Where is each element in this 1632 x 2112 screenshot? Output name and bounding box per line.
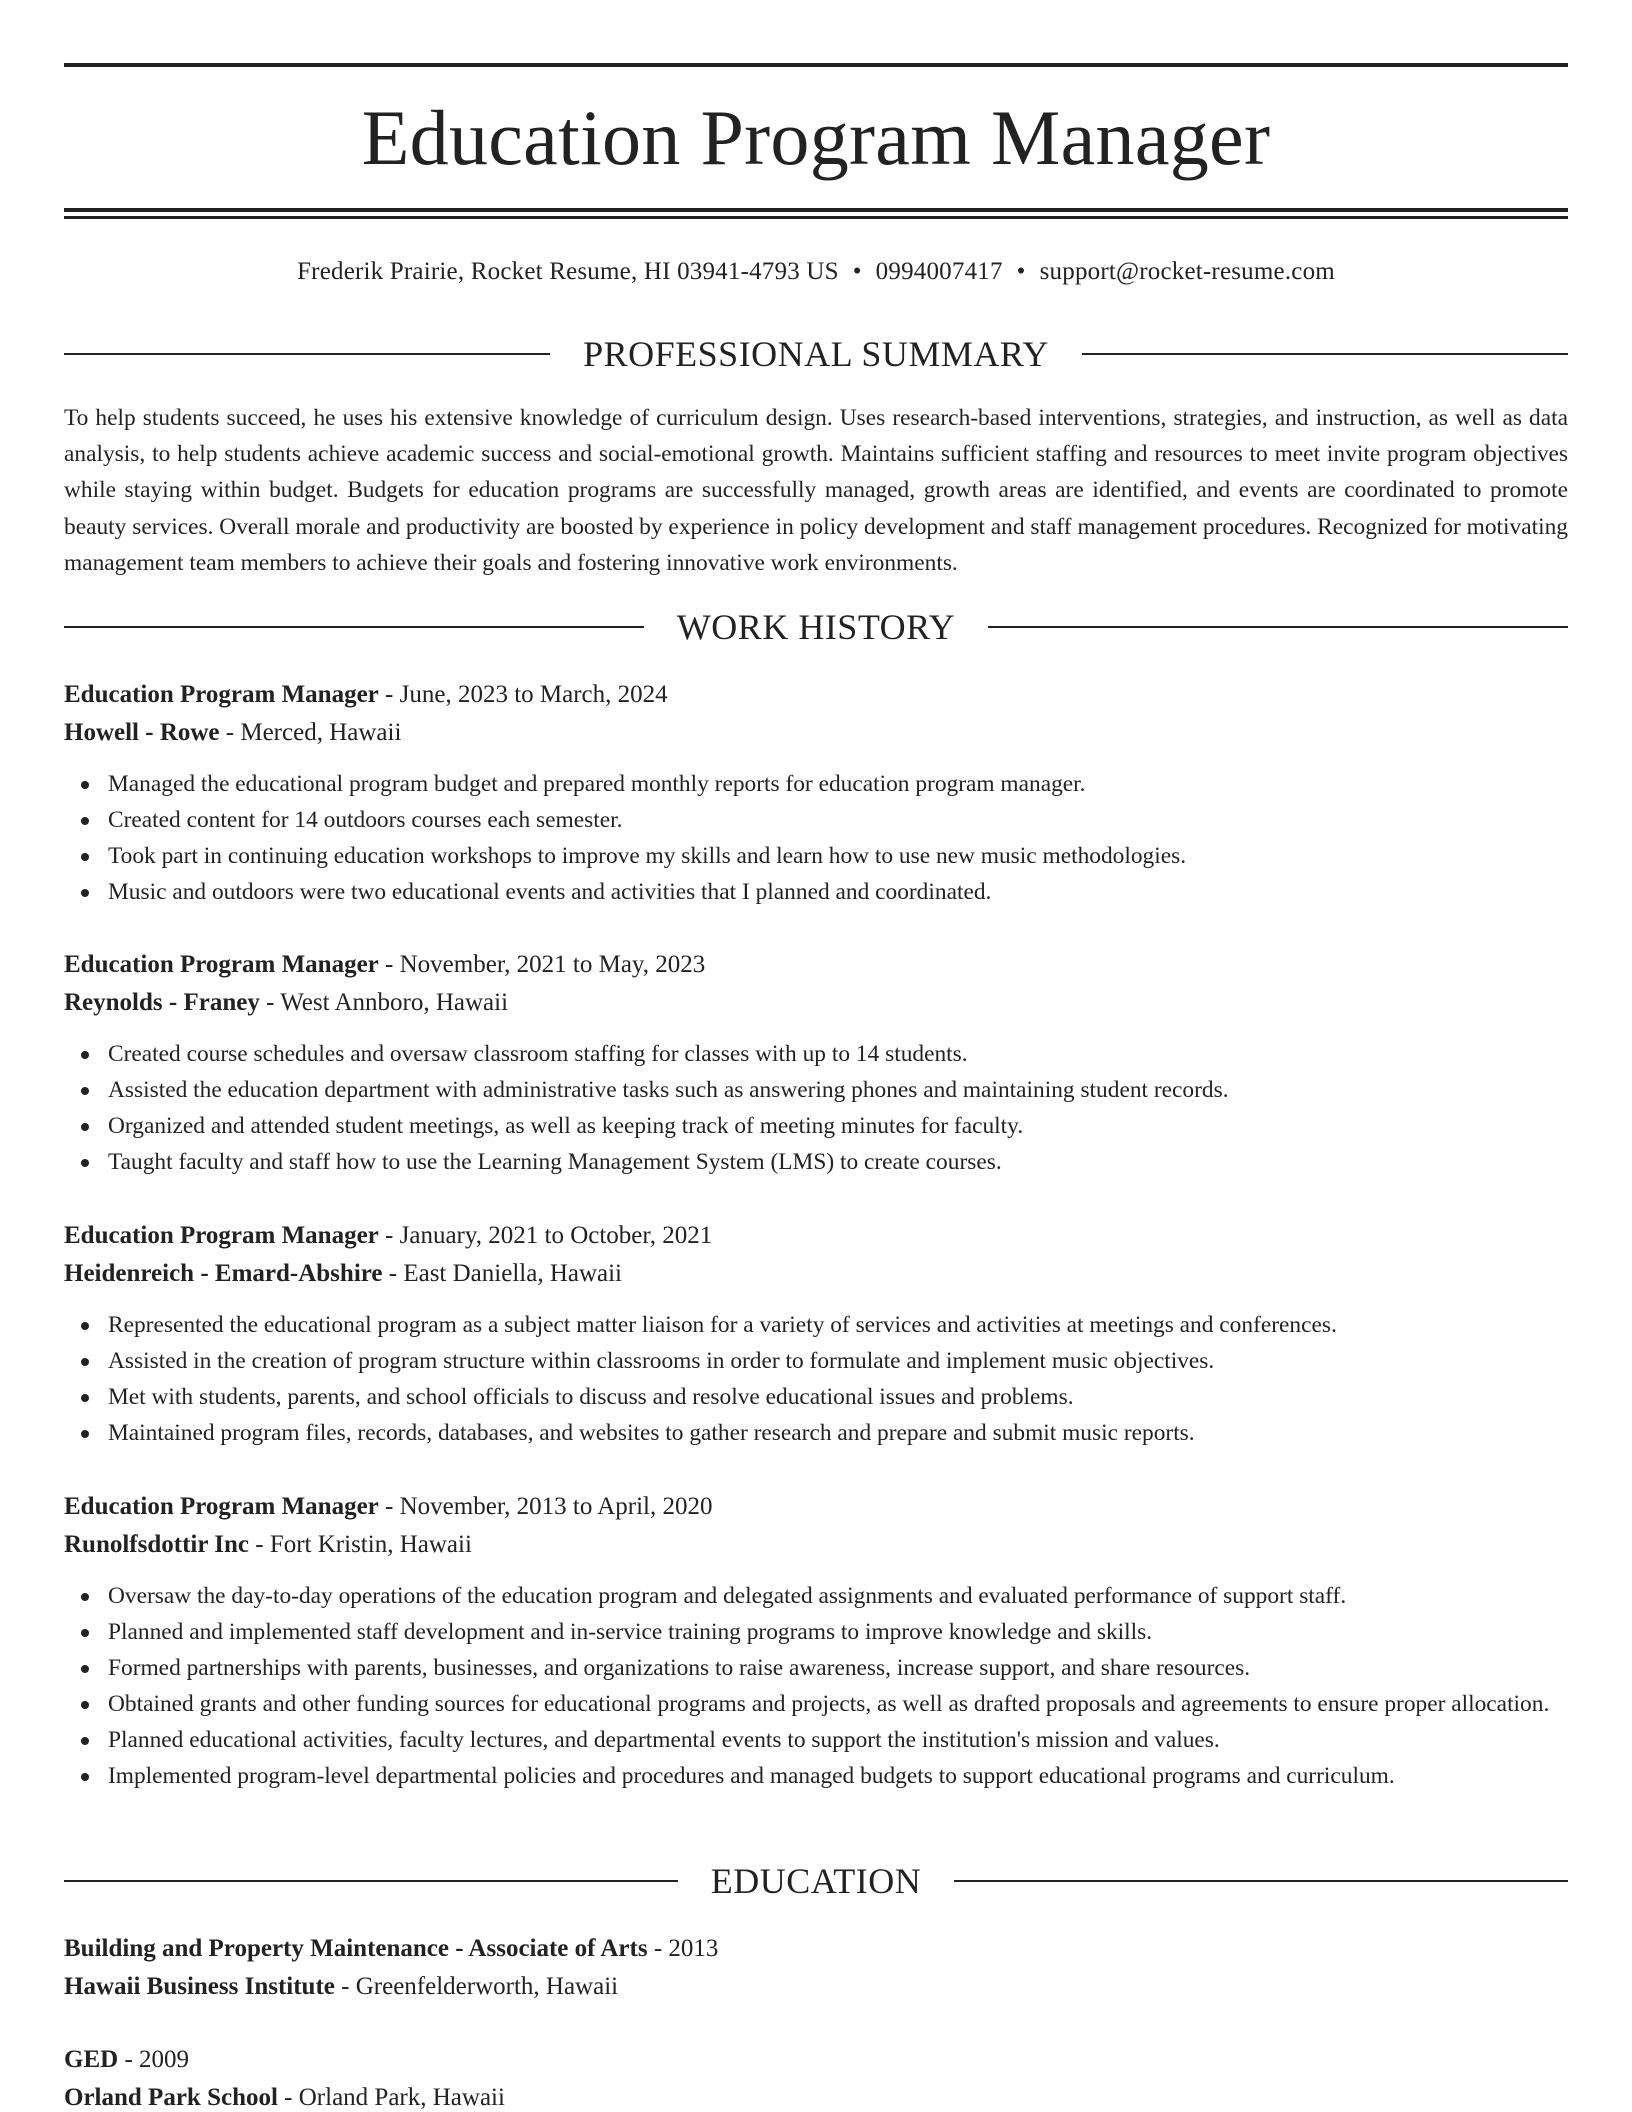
- job-company: Heidenreich - Emard-Abshire: [64, 1260, 383, 1287]
- job-dates: - January, 2021 to October, 2021: [378, 1222, 713, 1249]
- bullet-icon: [81, 1430, 89, 1438]
- job-dates: - November, 2013 to April, 2020: [378, 1493, 713, 1520]
- bullet-text: Planned and implemented staff development and in-service training programs to improve knowledge and skills.: [108, 1619, 1153, 1645]
- education-degree: Building and Property Maintenance - Associate of Arts: [64, 1935, 648, 1962]
- section-title: PROFESSIONAL SUMMARY: [583, 334, 1049, 374]
- list-item: [64, 766, 1568, 802]
- list-item: [64, 1686, 1568, 1722]
- bullet-icon: [81, 1737, 89, 1745]
- list-item: [64, 1415, 1568, 1451]
- bullet-icon: [81, 853, 89, 861]
- job-company: Reynolds - Franey: [64, 989, 260, 1016]
- list-item: [64, 838, 1568, 874]
- bullet-text: Music and outdoors were two educational events and activities that I planned and coordinated.: [108, 879, 992, 905]
- section-heading-summary: [64, 332, 1568, 376]
- list-item: [64, 1578, 1568, 1614]
- education-location: - Orland Park, Hawaii: [277, 2084, 505, 2111]
- education-school: Hawaii Business Institute: [64, 1973, 335, 2000]
- bullet-text: Obtained grants and other funding sources for educational programs and projects, as well as drafted proposals and agreements to ensure proper allocation.: [108, 1691, 1550, 1717]
- bullet-icon: [81, 1123, 89, 1131]
- job-dates: - November, 2021 to May, 2023: [378, 951, 706, 978]
- section-heading-work: [64, 605, 1568, 649]
- job-role: Education Program Manager: [64, 681, 379, 708]
- job-title-row: [64, 1488, 1568, 1526]
- resume-page: [64, 0, 1568, 2112]
- job-company: Runolfsdottir Inc: [64, 1531, 249, 1558]
- job-entry: [64, 1217, 1568, 1451]
- bullet-text: Taught faculty and staff how to use the Learning Management System (LMS) to create courses.: [108, 1149, 1002, 1175]
- bullet-text: Oversaw the day-to-day operations of the education program and delegated assignments and evaluated performance of support staff.: [108, 1583, 1347, 1609]
- education-school: Orland Park School: [64, 2084, 278, 2111]
- bullet-text: Implemented program-level departmental policies and procedures and managed budgets to support educational programs and curriculum.: [108, 1763, 1395, 1789]
- job-location: - West Annboro, Hawaii: [259, 989, 509, 1016]
- job-bullets: [64, 1578, 1568, 1794]
- section-title: EDUCATION: [710, 1861, 922, 1901]
- list-item: [64, 1144, 1568, 1180]
- list-item: [64, 1036, 1568, 1072]
- job-location: - Fort Kristin, Hawaii: [249, 1531, 472, 1558]
- bullet-text: Formed partnerships with parents, businesses, and organizations to raise awareness, increase support, and share resources.: [108, 1655, 1251, 1681]
- education-year: - 2013: [647, 1935, 719, 1962]
- bullet-icon: [81, 1159, 89, 1167]
- education-year: - 2009: [118, 2046, 190, 2073]
- bullet-icon: [81, 1087, 89, 1095]
- list-item: [64, 1343, 1568, 1379]
- bullet-text: Assisted in the creation of program structure within classrooms in order to formulate and implement music objectives.: [108, 1348, 1215, 1374]
- heading-rule-right: [954, 1880, 1568, 1882]
- list-item: [64, 1650, 1568, 1686]
- section-title: WORK HISTORY: [676, 607, 956, 647]
- job-company-row: [64, 1526, 1568, 1564]
- contact-separator: •: [1016, 258, 1026, 285]
- list-item: [64, 1379, 1568, 1415]
- job-company-row: [64, 1255, 1568, 1293]
- job-bullets: [64, 766, 1568, 910]
- bullet-text: Planned educational activities, faculty lectures, and departmental events to support the institution's mission and values.: [108, 1727, 1220, 1753]
- job-entry: [64, 946, 1568, 1180]
- list-item: [64, 1307, 1568, 1343]
- header-double-rule-lower: [64, 216, 1568, 219]
- bullet-icon: [81, 1322, 89, 1330]
- heading-rule-left: [64, 626, 644, 628]
- bullet-text: Represented the educational program as a subject matter liaison for a variety of services and activities at meetings and conferences.: [108, 1312, 1337, 1338]
- education-degree: GED: [64, 2046, 119, 2073]
- job-title-row: [64, 1217, 1568, 1255]
- heading-rule-left: [64, 1880, 678, 1882]
- contact-email: support@rocket-resume.com: [1039, 258, 1335, 285]
- bullet-icon: [81, 817, 89, 825]
- bullet-icon: [81, 1394, 89, 1402]
- bullet-icon: [81, 781, 89, 789]
- header-double-rule-upper: [64, 208, 1568, 212]
- contact-line: [64, 254, 1568, 290]
- bullet-icon: [81, 1629, 89, 1637]
- summary-text: To help students succeed, he uses his extensive knowledge of curriculum design. Uses research-based interventions, strategies, and instruction, as well as data analysis, to help students achieve academic success and social-emotional growth. Maintains sufficient staffing and resources to meet invite program objectives while staying within budget. Budgets for education programs are successfully managed, growth areas are identified, and events are coordinated to promote beauty services. Overall morale and productivity are boosted by experience in policy development and staff management procedures. Recognized for motivating management team members to achieve their goals and fostering innovative work environments.: [64, 405, 1568, 576]
- education-entry: [64, 1930, 1568, 2006]
- list-item: [64, 1722, 1568, 1758]
- contact-address: Frederik Prairie, Rocket Resume, HI 03941-4793 US: [297, 258, 839, 285]
- education-degree-row: [64, 1930, 1568, 1968]
- list-item: [64, 1108, 1568, 1144]
- list-item: [64, 1614, 1568, 1650]
- job-title-row: [64, 676, 1568, 714]
- bullet-text: Assisted the education department with administrative tasks such as answering phones and maintaining student records.: [108, 1077, 1229, 1103]
- bullet-icon: [81, 1358, 89, 1366]
- list-item: [64, 802, 1568, 838]
- education-entry: [64, 2041, 1568, 2112]
- contact-phone: 0994007417: [875, 258, 1003, 285]
- job-role: Education Program Manager: [64, 1493, 379, 1520]
- job-title-row: [64, 946, 1568, 984]
- bullet-icon: [81, 1773, 89, 1781]
- heading-rule-right: [1082, 353, 1568, 355]
- job-bullets: [64, 1307, 1568, 1451]
- bullet-text: Created content for 14 outdoors courses each semester.: [108, 807, 623, 833]
- bullet-text: Managed the educational program budget and prepared monthly reports for education program manager.: [108, 771, 1086, 797]
- education-school-row: [64, 2079, 1568, 2112]
- bullet-icon: [81, 1701, 89, 1709]
- heading-rule-right: [988, 626, 1568, 628]
- job-company-row: [64, 984, 1568, 1022]
- contact-separator: •: [852, 258, 862, 285]
- bullet-text: Met with students, parents, and school officials to discuss and resolve educational issues and problems.: [108, 1384, 1074, 1410]
- education-location: - Greenfelderworth, Hawaii: [334, 1973, 619, 2000]
- list-item: [64, 1758, 1568, 1794]
- heading-rule-left: [64, 353, 550, 355]
- job-location: - East Daniella, Hawaii: [382, 1260, 623, 1287]
- list-item: [64, 874, 1568, 910]
- education-degree-row: [64, 2041, 1568, 2079]
- education-school-row: [64, 1968, 1568, 2006]
- job-entry: [64, 1488, 1568, 1794]
- bullet-icon: [81, 1051, 89, 1059]
- bullet-text: Created course schedules and oversaw classroom staffing for classes with up to 14 students.: [108, 1041, 968, 1067]
- header-top-rule: [64, 63, 1568, 67]
- bullet-icon: [81, 889, 89, 897]
- resume-title: Education Program Manager: [361, 94, 1271, 181]
- job-company-row: [64, 714, 1568, 752]
- job-bullets: [64, 1036, 1568, 1180]
- bullet-text: Organized and attended student meetings, as well as keeping track of meeting minutes for faculty.: [108, 1113, 1024, 1139]
- bullet-icon: [81, 1593, 89, 1601]
- job-company: Howell - Rowe: [64, 719, 220, 746]
- job-entry: [64, 676, 1568, 910]
- job-location: - Merced, Hawaii: [219, 719, 402, 746]
- job-role: Education Program Manager: [64, 951, 379, 978]
- bullet-icon: [81, 1665, 89, 1673]
- list-item: [64, 1072, 1568, 1108]
- job-dates: - June, 2023 to March, 2024: [378, 681, 668, 708]
- bullet-text: Maintained program files, records, databases, and websites to gather research and prepare and submit music reports.: [108, 1420, 1195, 1446]
- job-role: Education Program Manager: [64, 1222, 379, 1249]
- bullet-text: Took part in continuing education workshops to improve my skills and learn how to use new music methodologies.: [108, 843, 1187, 869]
- section-heading-education: [64, 1859, 1568, 1903]
